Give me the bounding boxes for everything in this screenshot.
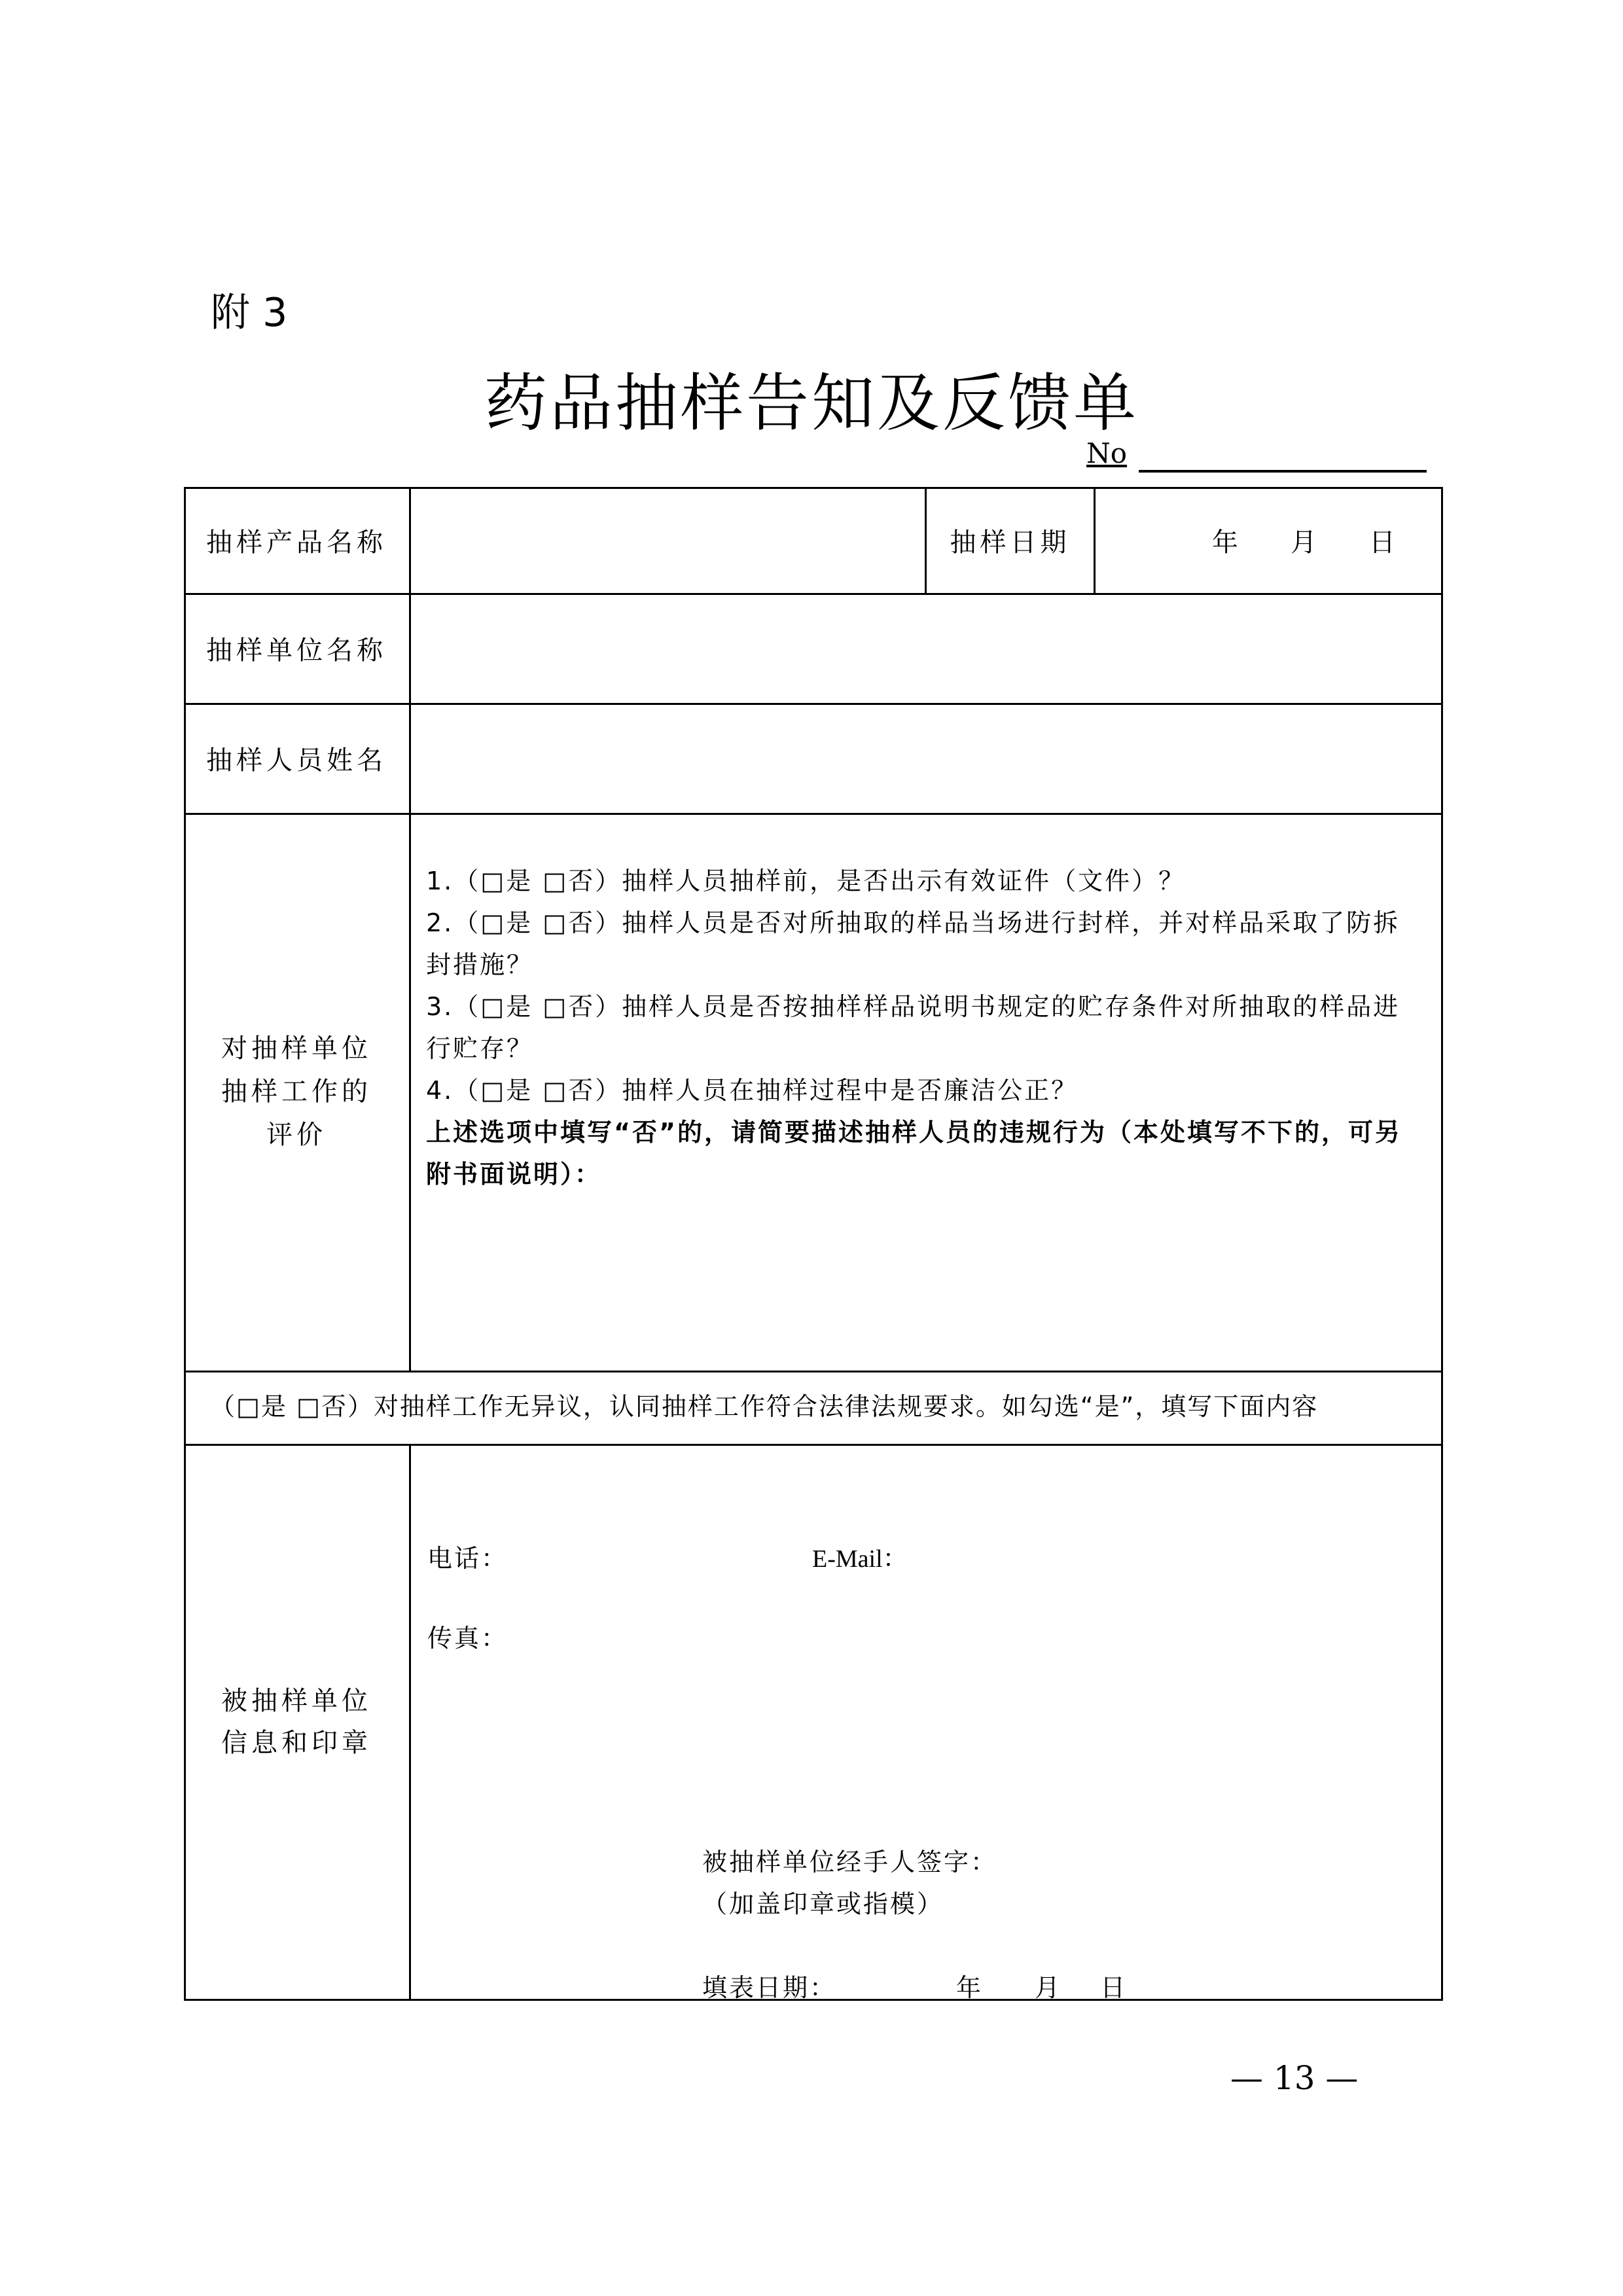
number-blank[interactable] <box>1139 470 1427 473</box>
question-3[interactable]: 3.（□是 □否）抽样人员是否按抽样样品说明书规定的贮存条件对所抽取的样品进行贮存？ <box>426 992 1400 1063</box>
evaluation-label: 对抽样单位抽样工作的评价 <box>221 1033 372 1150</box>
product-name-field[interactable] <box>411 489 923 591</box>
fax-field[interactable] <box>498 1614 891 1651</box>
sampler-name-field[interactable] <box>411 705 1441 811</box>
email-field[interactable] <box>930 1534 1427 1571</box>
phone-field[interactable] <box>498 1534 812 1571</box>
fill-date-month: 月 <box>1035 1973 1060 2002</box>
form-number <box>1086 437 1427 476</box>
handler-sign-label: 被抽样单位经手人签字： <box>702 1848 998 1876</box>
fill-date-field[interactable] <box>956 1967 1125 2003</box>
date-year: 年 <box>1212 527 1238 558</box>
date-month: 月 <box>1291 527 1317 558</box>
label-column-divider <box>409 1444 411 2000</box>
fill-date-label: 填表日期： <box>702 1973 837 2002</box>
date-day: 日 <box>1369 527 1395 558</box>
page-number: — 13 — <box>1230 2059 1359 2097</box>
sample-date-field[interactable] <box>1096 487 1441 593</box>
annex-label: 附 3 <box>211 290 288 336</box>
fax-label: 传真： <box>427 1624 508 1653</box>
phone-label: 电话： <box>427 1544 508 1573</box>
page-title: 药品抽样告知及反馈单 <box>484 367 1139 440</box>
violation-note: 上述选项中填写“否”的，请简要描述抽样人员的违规行为（本处填写不下的，可另附书面说明）： <box>426 1118 1402 1189</box>
agreement-statement[interactable]: （□是 □否）对抽样工作无异议，认同抽样工作符合法律法规要求。如勾选“是”，填写下面内容 <box>210 1392 1319 1421</box>
sampling-unit-field[interactable] <box>411 595 1441 701</box>
seal-note: （加盖印章或指模） <box>702 1890 944 1918</box>
feedback-form-table <box>184 487 1443 2000</box>
product-name-label: 抽样产品名称 <box>206 527 387 558</box>
question-2[interactable]: 2.（□是 □否）抽样人员是否对所抽取的样品当场进行封样，并对样品采取了防拆封措施？ <box>426 908 1400 979</box>
sample-date-label: 抽样日期 <box>950 527 1071 558</box>
table-border-right <box>1441 487 1443 2000</box>
fill-date-year: 年 <box>956 1973 982 2002</box>
fill-date-day: 日 <box>1100 1973 1126 2002</box>
sampling-unit-label: 抽样单位名称 <box>206 635 387 666</box>
row-divider <box>184 1371 1443 1372</box>
question-4[interactable]: 4.（□是 □否）抽样人员在抽样过程中是否廉洁公正？ <box>426 1076 1079 1105</box>
sampler-name-label: 抽样人员姓名 <box>206 745 387 776</box>
question-1[interactable]: 1.（□是 □否）抽样人员抽样前，是否出示有效证件（文件）？ <box>426 867 1186 895</box>
violation-description-field[interactable] <box>411 1200 1441 1368</box>
email-label: E-Mail： <box>812 1545 908 1573</box>
number-label: No <box>1086 437 1128 469</box>
sampled-unit-label: 被抽样单位信息和印章 <box>221 1686 372 1758</box>
